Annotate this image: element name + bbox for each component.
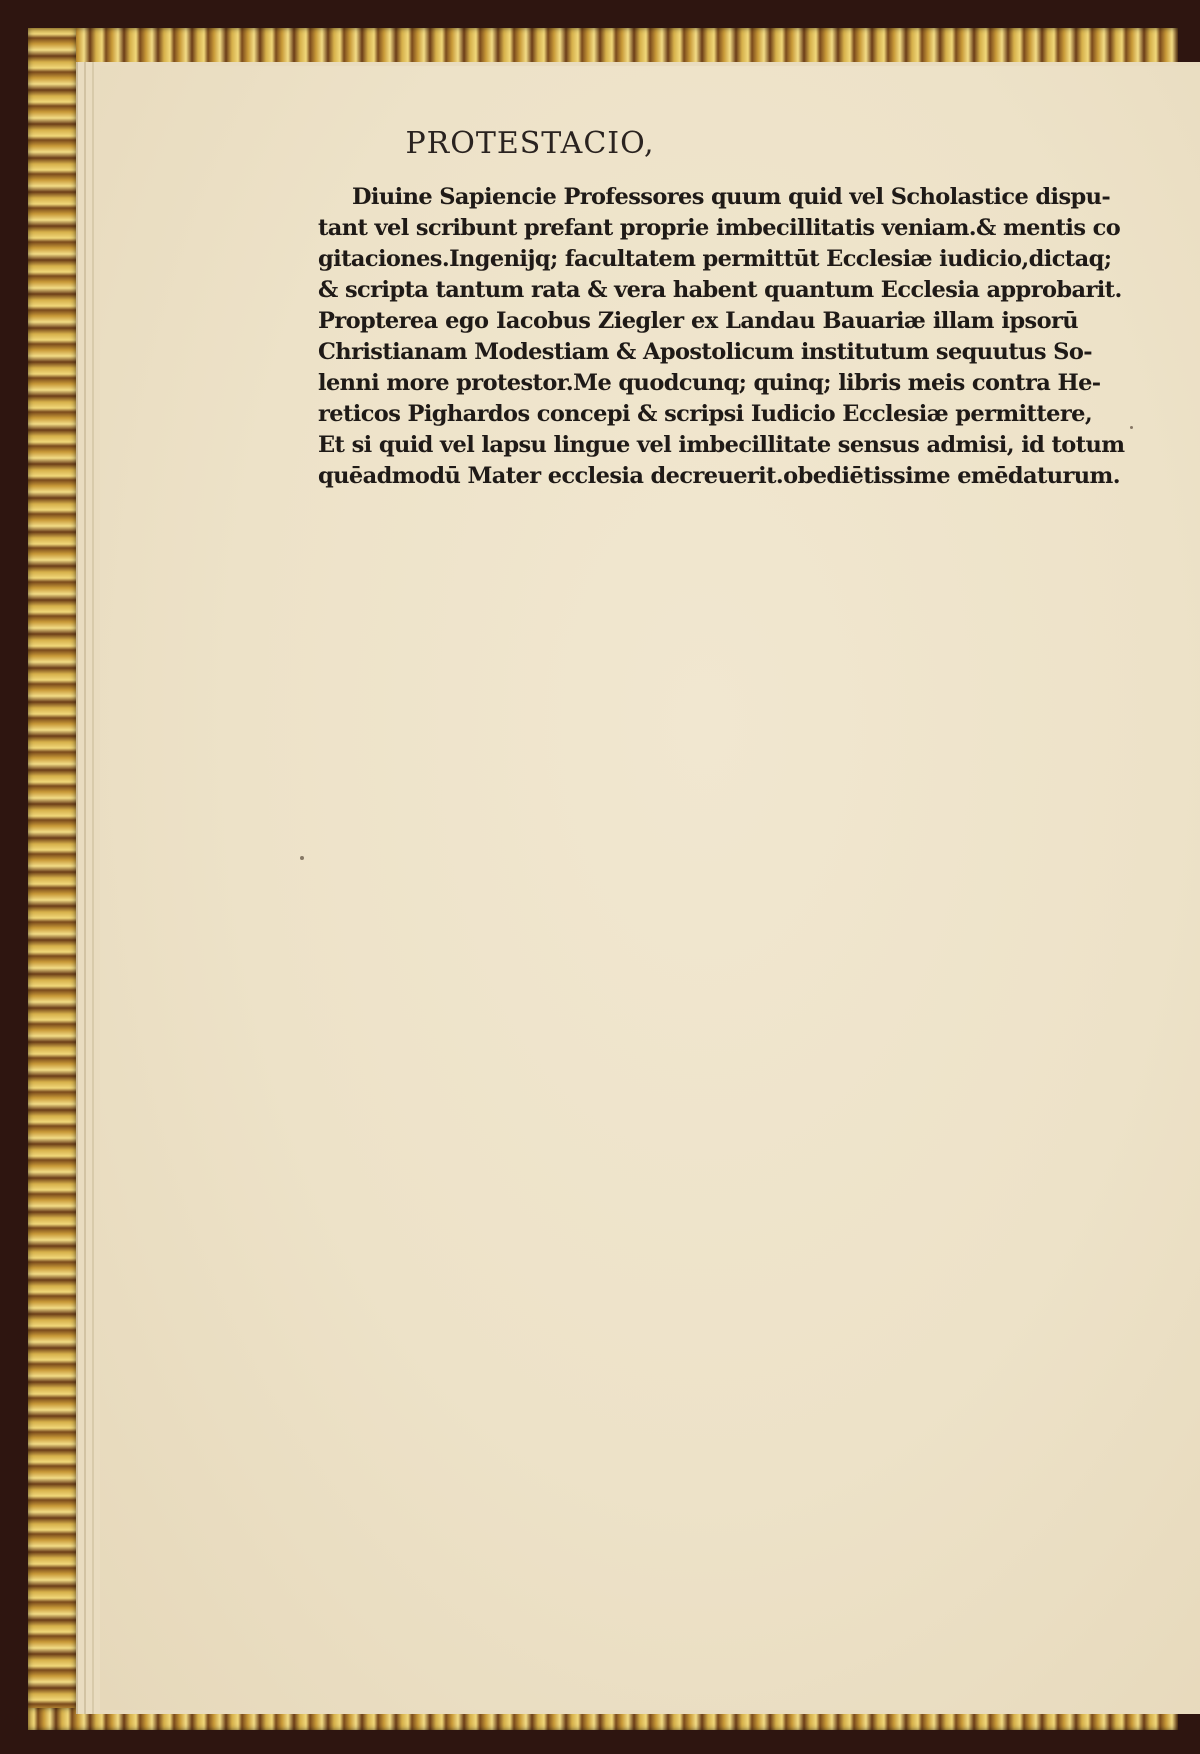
- text-line: Et si quid vel lapsu lingue vel imbecillitate sensus admisi, id totum: [318, 432, 1125, 458]
- text-line: quēadmodū Mater ecclesia decreuerit.obediētissime emēdaturum.: [318, 463, 1120, 489]
- text-line: lenni more protestor.Me quodcunq; quinq; libris meis contra He-: [318, 370, 1101, 396]
- paper-speck: [300, 856, 304, 860]
- book-page: [100, 66, 1200, 1710]
- paper-speck: [1130, 426, 1133, 429]
- page-heading: PROTESTACIO,: [405, 126, 655, 161]
- gilt-border-left: [28, 28, 76, 1724]
- text-line: & scripta tantum rata & vera habent quantum Ecclesia approbarit.: [318, 277, 1122, 303]
- text-line: Propterea ego Iacobus Ziegler ex Landau Bauariæ illam ipsorū: [318, 308, 1078, 334]
- text-line: tant vel scribunt prefant proprie imbecillitatis veniam.& mentis co: [318, 215, 1121, 241]
- protestation-text: [318, 182, 1125, 492]
- text-line: gitaciones.Ingenijq; facultatem permittūt Ecclesiæ iudicio,dictaq;: [318, 246, 1112, 272]
- text-line: reticos Pighardos concepi & scripsi Iudicio Ecclesiæ permittere,: [318, 401, 1093, 427]
- text-line: Christianam Modestiam & Apostolicum institutum sequutus So-: [318, 339, 1092, 365]
- text-line: Diuine Sapiencie Professores quum quid vel Scholastice dispu-: [352, 184, 1111, 210]
